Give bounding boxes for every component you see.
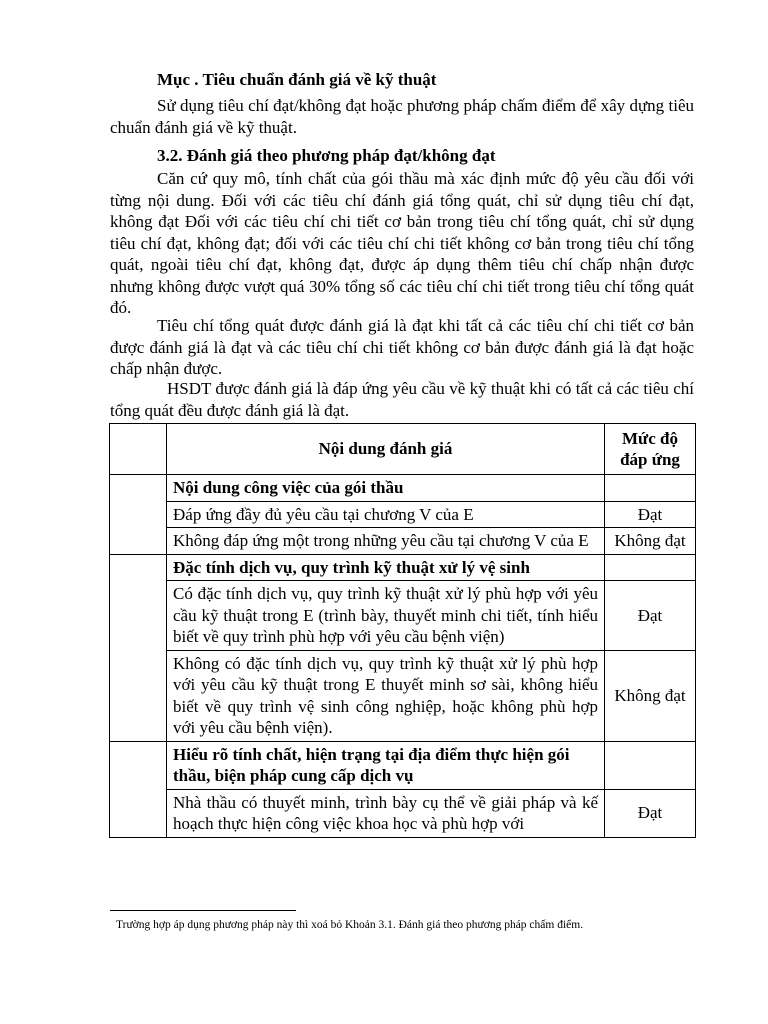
footnote: Trường hợp áp dụng phương pháp này thì xoá bỏ Khoản 3.1. Đánh giá theo phương pháp chấm điểm.: [116, 919, 584, 931]
group-number-cell: [110, 741, 167, 837]
criterion-text: Có đặc tính dịch vụ, quy trình kỹ thuật xử lý phù hợp với yêu cầu kỹ thuật trong E (trình bày, thuyết minh chi tiết, tính hiểu biết về quy trình phù hợp với yêu cầu bệnh viện): [167, 581, 605, 651]
criterion-level: Đạt: [605, 501, 696, 528]
evaluation-table: [109, 423, 696, 838]
table-row: [110, 789, 696, 837]
criterion-level: Đạt: [605, 581, 696, 651]
table-header-number-cell: [110, 424, 167, 475]
criterion-text: Không đáp ứng một trong những yêu cầu tại chương V của E: [167, 528, 605, 555]
criterion-level: Không đạt: [605, 650, 696, 741]
table-group-row: [110, 741, 696, 789]
criterion-level: Không đạt: [605, 528, 696, 555]
table-row: [110, 581, 696, 651]
group-title: Nội dung công việc của gói thầu: [167, 475, 605, 502]
table-row: [110, 528, 696, 555]
group-title: Hiểu rõ tính chất, hiện trạng tại địa điểm thực hiện gói thầu, biện pháp cung cấp dịch vụ: [167, 741, 605, 789]
group-level-cell: [605, 475, 696, 502]
table-row: [110, 650, 696, 741]
table-row: [110, 501, 696, 528]
table-group-row: [110, 554, 696, 581]
criterion-level: Đạt: [605, 789, 696, 837]
section-heading: Mục . Tiêu chuẩn đánh giá về kỹ thuật: [157, 70, 437, 89]
table-header-row: [110, 424, 696, 475]
paragraph-general-criteria: Tiêu chí tổng quát được đánh giá là đạt khi tất cả các tiêu chí chi tiết cơ bản được đánh giá là đạt và các tiêu chí chi tiết không cơ bản được đánh giá là đạt hoặc chấp nhận được.: [110, 316, 694, 378]
group-level-cell: [605, 741, 696, 789]
subsection-heading: 3.2. Đánh giá theo phương pháp đạt/không đạt: [157, 146, 496, 165]
paragraph-criteria: Căn cứ quy mô, tính chất của gói thầu mà xác định mức độ yêu cầu đối với từng nội dung. Đối với các tiêu chí đánh giá tổng quát, chỉ sử dụng tiêu chí đạt, không đạt Đối với các tiêu chí chi tiết cơ bản trong tiêu chí tổng quát, chỉ sử dụng tiêu chí đạt, không đạt; đối với các tiêu chí chi tiết không cơ bản trong tiêu chí tổng quát, ngoài tiêu chí đạt, không đạt, được áp dụng thêm tiêu chí chấp nhận được nhưng không được vượt quá 30% tổng số các tiêu chí chi tiết trong tiêu chí tổng quát đó.: [110, 169, 694, 317]
table-group-row: [110, 475, 696, 502]
footnote-divider: [110, 910, 296, 911]
paragraph-hsdt: HSDT được đánh giá là đáp ứng yêu cầu về kỹ thuật khi có tất cả các tiêu chí tổng quát đều được đánh giá là đạt.: [110, 379, 694, 420]
group-title: Đặc tính dịch vụ, quy trình kỹ thuật xử lý vệ sinh: [167, 554, 605, 581]
criterion-text: Không có đặc tính dịch vụ, quy trình kỹ thuật xử lý phù hợp với yêu cầu kỹ thuật trong E thuyết minh sơ sài, không hiểu biết về quy trình vệ sinh công nghiệp, hoặc không phù hợp với yêu cầu bệnh viện).: [167, 650, 605, 741]
criterion-text: Đáp ứng đầy đủ yêu cầu tại chương V của E: [167, 501, 605, 528]
table-header-level: Mức độ đáp ứng: [605, 424, 696, 475]
intro-paragraph: Sử dụng tiêu chí đạt/không đạt hoặc phương pháp chấm điểm để xây dựng tiêu chuẩn đánh giá về kỹ thuật.: [110, 96, 694, 137]
table-header-content: Nội dung đánh giá: [167, 424, 605, 475]
group-number-cell: [110, 475, 167, 555]
criterion-text: Nhà thầu có thuyết minh, trình bày cụ thể về giải pháp và kế hoạch thực hiện công việc khoa học và phù hợp với: [167, 789, 605, 837]
group-number-cell: [110, 554, 167, 741]
group-level-cell: [605, 554, 696, 581]
